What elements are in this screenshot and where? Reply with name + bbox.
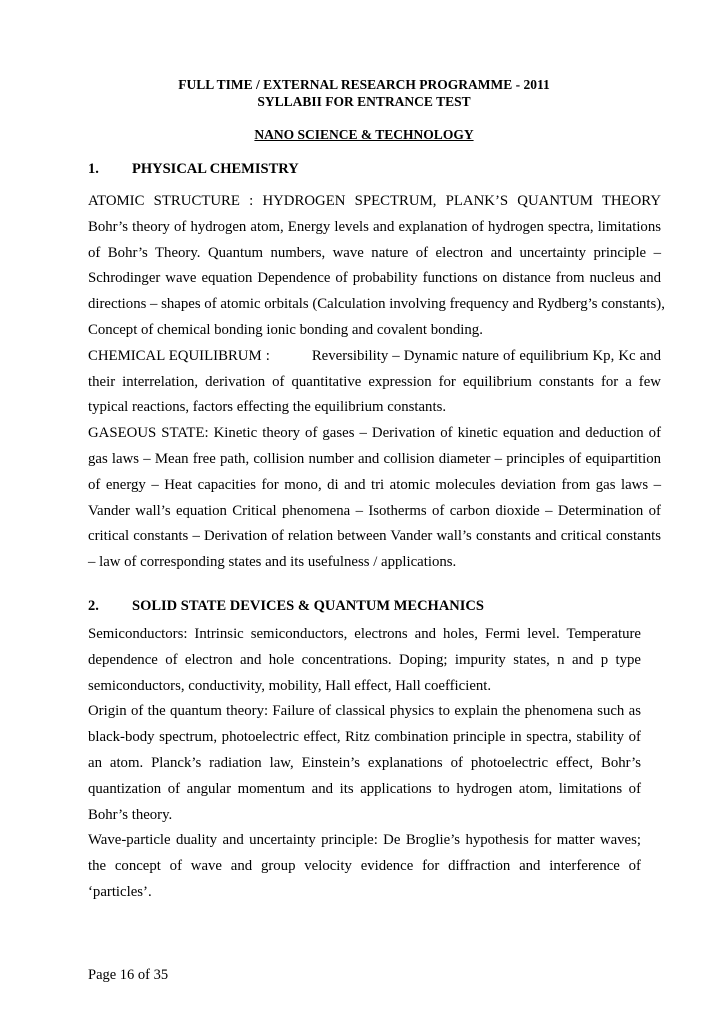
- text-line: of energy – Heat capacities for mono, di and tri atomic molecules deviation from gas laws –: [88, 476, 661, 493]
- atomic-structure-label: ATOMIC STRUCTURE :: [88, 193, 254, 209]
- text-line: Bohr’s theory of hydrogen atom, Energy levels and explanation of hydrogen spectra, limitations: [88, 218, 661, 235]
- text-line: the concept of wave and group velocity evidence for diffraction and interference of: [88, 858, 641, 875]
- text-line: gas laws – Mean free path, collision number and collision diameter – principles of equipartition: [88, 450, 661, 467]
- text-span: Reversibility – Dynamic nature of equilibrium Kp, Kc and: [311, 347, 661, 364]
- text-line: an atom. Planck’s radiation law, Einstein’s explanations of photoelectric effect, Bohr’s: [88, 754, 641, 771]
- text-line: Schrodinger wave equation Dependence of probability functions on distance from nucleus and: [88, 270, 661, 287]
- text-line: of Bohr’s Theory. Quantum numbers, wave nature of electron and uncertainty principle –: [88, 244, 661, 261]
- wave-particle-line: Wave-particle duality and uncertainty principle: De Broglie’s hypothesis for matter waves;: [88, 832, 641, 849]
- section-title: PHYSICAL CHEMISTRY: [132, 161, 299, 177]
- text-line: black-body spectrum, photoelectric effect, Ritz combination principle in spectra, stability of: [88, 729, 641, 746]
- semiconductors-line: Semiconductors: Intrinsic semiconductors, electrons and holes, Fermi level. Temperature: [88, 626, 641, 642]
- text-line: quantization of angular momentum and its applications to hydrogen atom, limitations of: [88, 780, 641, 797]
- text-line: typical reactions, factors effecting the equilibrium constants.: [88, 399, 447, 416]
- text-line: directions – shapes of atomic orbitals (Calculation involving frequency and Rydberg’s constants),: [88, 296, 665, 313]
- section-number: 2.: [88, 598, 99, 614]
- atomic-structure-topic: HYDROGEN SPECTRUM, PLANK’S QUANTUM THEORY: [262, 193, 662, 209]
- text-line: dependence of electron and hole concentrations. Doping; impurity states, n and p type: [88, 651, 641, 668]
- text-line: Vander wall’s equation Critical phenomena – Isotherms of carbon dioxide – Determination of: [88, 502, 661, 519]
- chemical-equilibrium-label: CHEMICAL EQUILIBRUM :: [88, 347, 270, 364]
- section-2-body: [88, 622, 641, 906]
- subject-title-text: NANO SCIENCE & TECHNOLOGY: [254, 127, 474, 142]
- text-line: Bohr’s theory.: [88, 806, 173, 823]
- text-line: ‘particles’.: [88, 883, 152, 900]
- page-number: Page 16 of 35: [88, 967, 169, 983]
- section-title: SOLID STATE DEVICES & QUANTUM MECHANICS: [132, 598, 484, 614]
- atomic-structure-heading: [88, 189, 661, 215]
- section-1-body: [88, 189, 665, 576]
- gaseous-state-line: GASEOUS STATE: Kinetic theory of gases – Derivation of kinetic equation and deduction of: [88, 425, 661, 442]
- subject-title: [0, 126, 728, 143]
- section-number: 1.: [88, 161, 99, 177]
- header-line-2: SYLLABII FOR ENTRANCE TEST: [257, 94, 471, 109]
- section-heading-1: [88, 161, 299, 178]
- header-line-1: FULL TIME / EXTERNAL RESEARCH PROGRAMME - 2011: [178, 77, 550, 92]
- text-line: critical constants – Derivation of relation between Vander wall’s constants and critical constants: [88, 528, 661, 545]
- text-line: Concept of chemical bonding ionic bonding and covalent bonding.: [88, 321, 483, 338]
- text-line: their interrelation, derivation of quantitative expression for equilibrium constants for a few: [88, 373, 661, 390]
- quantum-origin-line: Origin of the quantum theory: Failure of classical physics to explain the phenomena such as: [88, 703, 641, 720]
- chemical-equilibrium-heading: [88, 344, 661, 370]
- section-heading-2: [88, 598, 484, 615]
- text-line: semiconductors, conductivity, mobility, Hall effect, Hall coefficient.: [88, 677, 492, 694]
- text-line: – law of corresponding states and its usefulness / applications.: [88, 554, 457, 571]
